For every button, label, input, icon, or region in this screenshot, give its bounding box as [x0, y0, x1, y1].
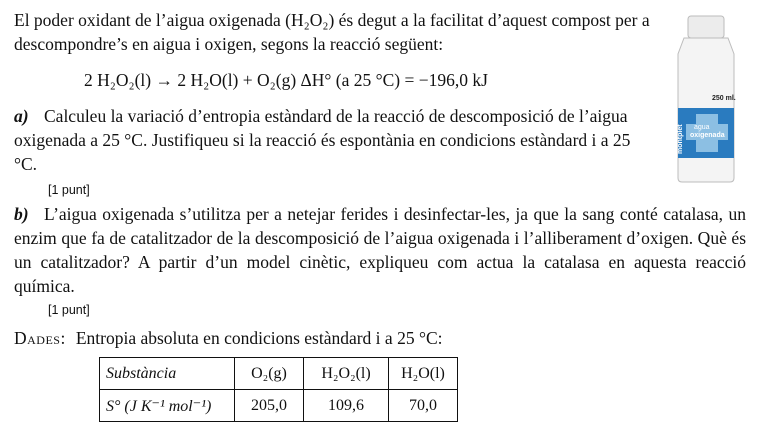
reaction-equation: 2 H₂O₂(l) → 2 H₂O(l) + O₂(g) ΔH° (a 25 °C) = −196,0 kJ	[84, 70, 488, 90]
question-a-points: [1 punt]	[48, 183, 90, 197]
table-cell: 205,0	[235, 390, 304, 422]
bottle-cap	[688, 16, 724, 38]
table-header-cell: O₂(g)	[235, 358, 304, 390]
table-cell: 109,6	[304, 390, 389, 422]
data-text: Entropia absoluta en condicions estàndard i a 25 °C:	[75, 328, 443, 348]
table-cell: 70,0	[389, 390, 458, 422]
table-row	[100, 390, 458, 422]
entropy-table	[99, 357, 458, 422]
bottle-brand-text: montplet	[677, 124, 684, 154]
bottle-product-line1: agua	[694, 124, 710, 131]
table-cell: S° (J K⁻¹ mol⁻¹)	[100, 390, 235, 422]
question-a	[14, 104, 654, 176]
table-header-row	[100, 358, 458, 390]
table-header-cell: H₂O(l)	[389, 358, 458, 390]
data-heading	[14, 328, 442, 349]
data-label: Dades:	[14, 328, 66, 348]
table-header-cell: H₂O₂(l)	[304, 358, 389, 390]
question-b-letter: b)	[14, 204, 29, 224]
bottle-volume-text: 250 ml.	[712, 95, 736, 102]
table-header-cell: Substància	[100, 358, 235, 390]
question-b-text: L’aigua oxigenada s’utilitza per a netejar ferides i desinfectar-les, ja que la sang conté catalasa, un enzim que fa de catalitzador de la descomposició de l’aigua oxigenada i l’alliberament d’oxigen. Què és un catalitzador? A partir d’un model cinètic, expliqueu com actua la catalasa en aquesta reacció química.	[14, 204, 746, 296]
question-b-points: [1 punt]	[48, 303, 90, 317]
bottle-product-line2: oxigenada	[690, 132, 725, 139]
question-b	[14, 202, 746, 298]
question-a-text: Calculeu la variació d’entropia estàndard de la reacció de descomposició de l’aigua oxigenada a 25 °C. Justifiqueu si la reacció és espontània en condicions estàndard i a 25 °C.	[14, 106, 631, 174]
hydrogen-peroxide-bottle-image	[664, 14, 748, 184]
question-a-letter: a)	[14, 106, 29, 126]
intro-paragraph: El poder oxidant de l’aigua oxigenada (H₂O₂) és degut a la facilitat d’aquest compost per a descompondre’s en aigua i oxigen, segons la reacció següent:	[14, 10, 650, 54]
